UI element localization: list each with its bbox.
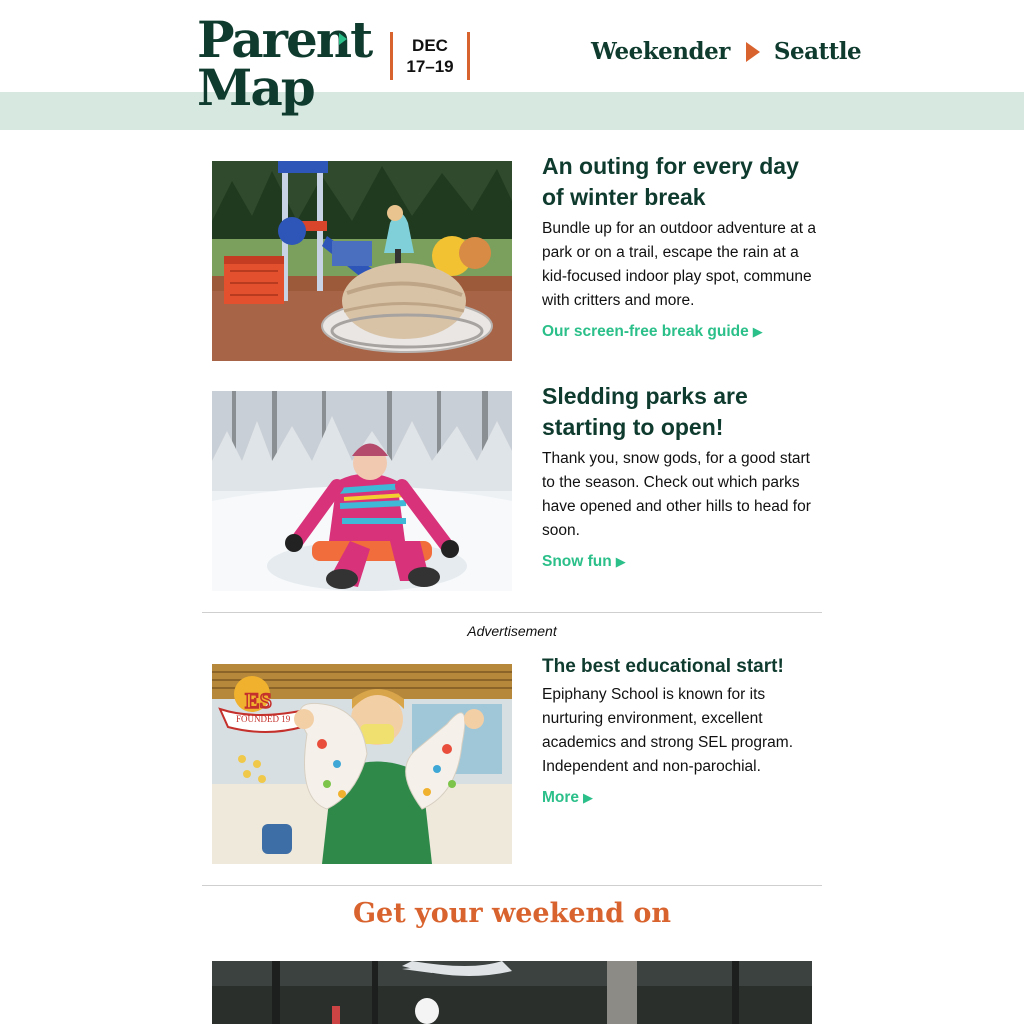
weekend-hero-image[interactable] — [212, 961, 812, 1024]
cta-label: Our screen-free break guide — [542, 323, 749, 340]
snow-fun-link[interactable] — [542, 553, 626, 571]
ad-body: Epiphany School is known for its nurturing environment, excellent academics and strong SEL program. Independent and non-parochial. — [542, 686, 793, 775]
logo-line-1: Parent — [197, 10, 372, 69]
arrow-right-icon: ▶ — [752, 324, 763, 339]
section-heading: Get your weekend on — [352, 898, 672, 929]
date-range: 17–19 — [406, 57, 454, 76]
date-month: DEC — [412, 36, 448, 55]
break-guide-link[interactable] — [542, 323, 763, 341]
arrow-right-icon: ▶ — [615, 554, 626, 569]
logo-founded-text: FOUNDED 19 — [236, 714, 291, 724]
divider — [202, 885, 822, 886]
article-headline[interactable]: An outing for every day of winter break — [542, 153, 799, 210]
header-band — [0, 92, 1024, 130]
cta-label: Snow fun — [542, 553, 612, 570]
article-body: Bundle up for an outdoor adventure at a park or on a trail, escape the rain at a kid-focused indoor play spot, commune with critters and more. — [542, 220, 817, 309]
article-body: Thank you, snow gods, for a good start to the season. Check out which parks have opened and other hills to head for soon. — [542, 450, 811, 539]
divider — [202, 612, 822, 613]
parentmap-logo[interactable] — [197, 10, 372, 117]
cta-label: More — [542, 789, 580, 806]
issue-date — [390, 32, 470, 80]
article-headline[interactable]: Sledding parks are starting to open! — [542, 383, 748, 440]
school-ad-image[interactable] — [212, 664, 512, 864]
logo-triangle-icon — [339, 33, 347, 45]
advertisement-label: Advertisement — [467, 623, 557, 639]
logo-line-2: Map — [197, 58, 314, 117]
play-triangle-icon — [746, 42, 760, 62]
newsletter-title — [591, 38, 861, 65]
newsletter-name: Weekender — [591, 38, 730, 65]
arrow-right-icon: ▶ — [583, 790, 594, 805]
sledding-image[interactable] — [212, 391, 512, 591]
playground-image[interactable] — [212, 161, 512, 361]
newsletter-city: Seattle — [773, 38, 862, 65]
ad-headline[interactable]: The best educational start! — [542, 656, 784, 677]
logo-letters: ES — [245, 688, 272, 713]
ad-more-link[interactable] — [542, 789, 593, 807]
